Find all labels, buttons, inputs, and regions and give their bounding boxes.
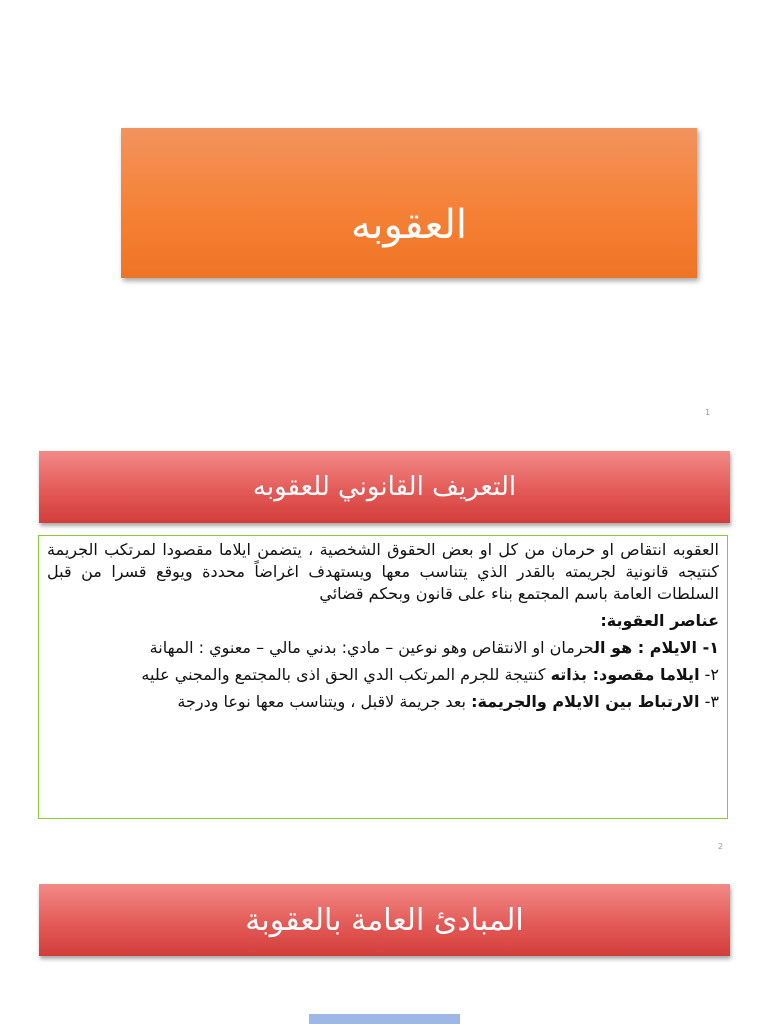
elements-heading-line — [47, 610, 719, 632]
next-slide-title-bar — [309, 1014, 460, 1024]
element-2-number: ٢- — [699, 665, 719, 684]
element-2-text: كنتيجة للجرم المرتكب الدي الحق اذى بالمجتمع والمجني عليه — [141, 665, 551, 684]
element-item-3 — [47, 691, 719, 713]
element-3-text: بعد جريمة لاقبل ، ويتناسب معها نوعا ودرجة — [177, 692, 472, 711]
element-3-number: ٣- — [699, 692, 719, 711]
definition-text: العقوبه انتقاص او حرمان من كل او بعض الحقوق الشخصية ، يتضمن ايلاما مقصودا لمرتكب الجريمة كنتيجه قانونية لجريمته بالقدر الذي يتناسب معها ويستهدف اغراضاً محددة ويوقع قسرا من قبل السلطات العامة باسم المجتمع بناء على قانون وبحكم قضائي — [47, 540, 719, 603]
element-2-prefix: ايلاما مقصود: بذاته — [550, 665, 700, 684]
elements-heading: عناصر العقوبة: — [600, 611, 719, 630]
definition-content-box — [38, 535, 728, 819]
slide-title: العقوبه — [350, 202, 468, 248]
element-1-text: حرمان او الانتقاص وهو نوعين – مادي: بدني مالي – معنوي : المهانة — [149, 638, 595, 657]
page-number-2: 2 — [718, 842, 724, 851]
slide-title-box — [121, 128, 697, 278]
page-number-1: 1 — [705, 408, 711, 417]
element-item-2 — [47, 664, 719, 686]
definition-header-box — [39, 451, 730, 523]
element-1-prefix: ١- الايلام : هو ال — [594, 638, 719, 657]
definition-header: التعريف القانوني للعقوبه — [252, 472, 517, 502]
element-item-1 — [47, 637, 719, 659]
principles-header: المبادئ العامة بالعقوبة — [245, 902, 524, 938]
element-3-prefix: الارتباط بين الايلام والجريمة: — [471, 692, 700, 711]
principles-header-box — [39, 884, 730, 956]
